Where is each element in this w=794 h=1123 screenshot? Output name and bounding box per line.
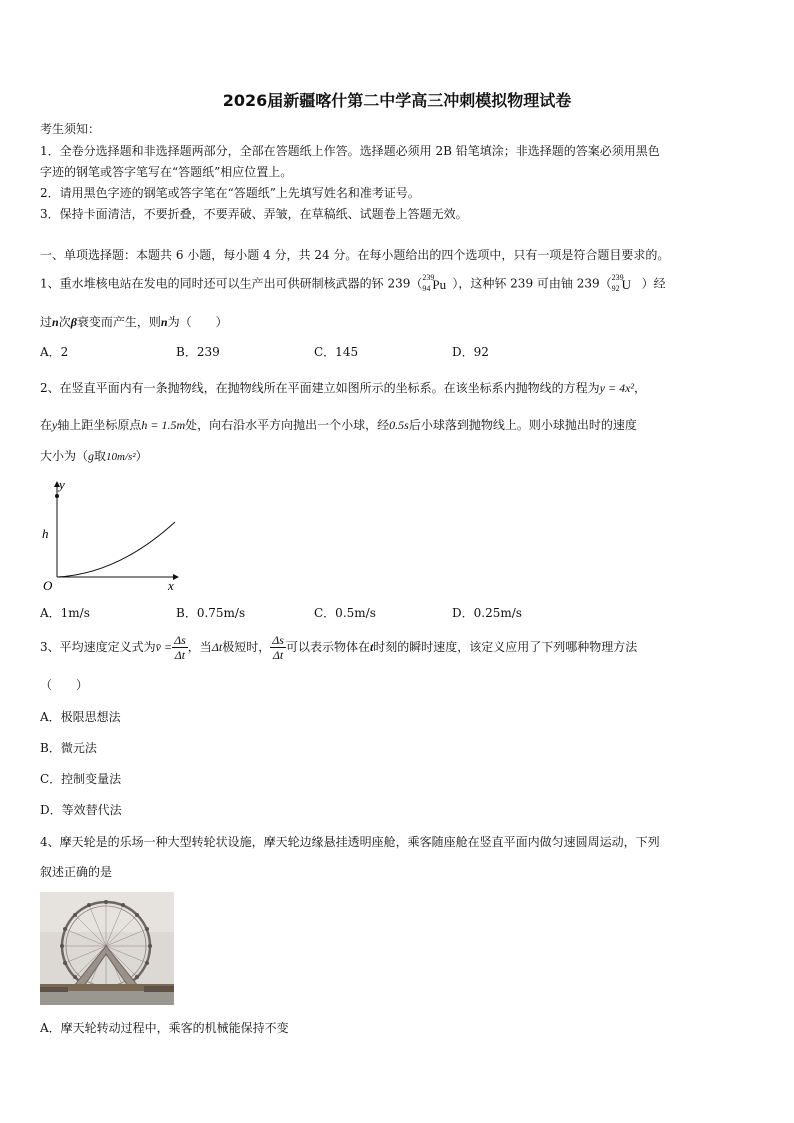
- q3-vbar: v̄ =: [155, 640, 173, 654]
- q3-text-a: 3、平均速度定义式为: [40, 640, 156, 654]
- q1-option-b: B．239: [176, 345, 220, 359]
- q1-line-1: [40, 273, 666, 295]
- pu-isotope: [422, 273, 452, 295]
- q2-line-2: [40, 416, 637, 433]
- q1-text-b: ），这种钚 239 可由铀 239（: [452, 276, 612, 291]
- q2-t-value: 0.5s: [389, 418, 409, 432]
- q3-frac1-num: Δs: [174, 633, 186, 647]
- q4-line-1: 4、摩天轮是的乐场一种大型转轮状设施，摩天轮边缘悬挂透明座舱，乘客随座舱在竖直平面内做匀速圆周运动，下列: [40, 835, 660, 849]
- notice-line-2: 2．请用黑色字迹的钢笔或答字笔在“答题纸”上先填写姓名和准考证号。: [40, 186, 420, 200]
- q1-l2-b: 次: [58, 315, 71, 329]
- pu-mass: 239: [422, 273, 435, 282]
- q2-line-1: [40, 379, 646, 396]
- q1-option-c: C．145: [314, 345, 359, 359]
- pu-atomic: 94: [422, 284, 431, 293]
- parabola-curve: [57, 522, 175, 577]
- q2-l3-c: ）: [135, 449, 148, 463]
- u-atomic: 92: [611, 284, 620, 293]
- q2-line-3: [40, 447, 148, 464]
- q3-text-e: 时刻的瞬时速度，该定义应用了下列哪种物理方法: [373, 640, 638, 654]
- q2-l2-y: y: [52, 418, 58, 432]
- origin-label: O: [43, 578, 53, 593]
- q3-line-1: [40, 630, 637, 664]
- q3-paren: （ ）: [40, 678, 89, 692]
- h-label: h: [42, 526, 49, 541]
- q2-l3-a: 大小为（: [40, 449, 89, 463]
- u-symbol: U: [621, 277, 632, 292]
- q2-option-a: A．1m/s: [40, 606, 90, 620]
- q1-beta: β: [70, 315, 77, 329]
- q3-option-c: C．控制变量法: [40, 772, 122, 786]
- q4-line-2: 叙述正确的是: [40, 865, 113, 879]
- u-mass: 239: [611, 273, 624, 282]
- page-title: 2026届新疆喀什第二中学高三冲刺模拟物理试卷: [222, 91, 572, 110]
- y-axis-label: y: [59, 477, 65, 492]
- notice-line-1b: 字迹的钢笔或答字笔写在“答题纸”相应位置上。: [40, 165, 293, 179]
- notice-line-1: 1．全卷分选择题和非选择题两部分，全部在答题纸上作答。选择题必须用 2B 铅笔填涂；非选择题的答案必须用黑色: [40, 144, 660, 158]
- launch-point: [55, 494, 59, 498]
- q2-l2-d: 后小球落到抛物线上。则小球抛出时的速度: [408, 418, 637, 432]
- q1-l2-a: 过: [40, 315, 53, 329]
- q1-text-c: ）经: [641, 276, 666, 291]
- q2-l2-a: 在: [40, 418, 53, 432]
- q2-equation: y = 4x²: [599, 381, 634, 395]
- q3-text-d: 可以表示物体在: [285, 640, 370, 654]
- q1-option-a: A．2: [40, 345, 69, 359]
- x-axis-label: x: [168, 578, 174, 593]
- q3-option-a: A．极限思想法: [40, 710, 121, 724]
- q2-l1-end: ，: [634, 381, 647, 395]
- q2-g-value: 10m/s²: [106, 451, 136, 463]
- ferris-wheel-photo: [40, 892, 174, 1005]
- q3-option-b: B．微元法: [40, 741, 97, 755]
- q3-frac2-den: Δt: [272, 648, 284, 662]
- q1-l2-d: 为（ ）: [167, 315, 228, 329]
- notice-heading: 考生须知：: [40, 122, 101, 136]
- q3-option-d: D．等效替代法: [40, 803, 122, 817]
- q3-t: t: [369, 640, 374, 654]
- q2-option-c: C．0.5m/s: [314, 606, 376, 620]
- q2-l1: 2、在竖直平面内有一条抛物线，在抛物线所在平面建立如图所示的坐标系。在该坐标系内抛物线的方程为: [40, 381, 600, 395]
- q1-line-2: [40, 313, 228, 330]
- q4-option-a: A．摩天轮转动过程中，乘客的机械能保持不变: [40, 1021, 289, 1035]
- section-heading: 一、单项选择题：本题共 6 小题，每小题 4 分，共 24 分。在每小题给出的四个选项中，只有一项是符合题目要求的。: [40, 248, 670, 262]
- q3-fraction-2: [270, 633, 286, 662]
- q3-text-c: 极短时，: [222, 640, 271, 654]
- notice-line-3: 3．保持卡面清洁，不要折叠，不要弄破、弄皱，在草稿纸、试题卷上答题无效。: [40, 207, 468, 221]
- q3-dt: Δt: [211, 640, 223, 654]
- u-isotope: [612, 273, 642, 295]
- q2-option-d: D．0.25m/s: [452, 606, 522, 620]
- q1-l2-c: 衰变而产生，则: [76, 315, 161, 329]
- parabola-graph: [38, 474, 188, 594]
- q2-l2-b: 轴上距坐标原点: [57, 418, 142, 432]
- q2-l2-c: 处，向右沿水平方向抛出一个小球，经: [185, 418, 390, 432]
- q1-text-a: 1、重水堆核电站在发电的同时还可以生产出可供研制核武器的钚 239（: [40, 276, 423, 291]
- q3-frac1-den: Δt: [174, 648, 186, 662]
- q1-n2: n: [160, 315, 168, 329]
- q3-text-b: ，当: [187, 640, 212, 654]
- q1-option-d: D．92: [452, 345, 489, 359]
- q1-n1: n: [52, 315, 59, 329]
- q2-option-b: B．0.75m/s: [176, 606, 246, 620]
- pu-symbol: Pu: [432, 277, 447, 292]
- q2-h-value: h = 1.5m: [141, 418, 186, 432]
- q2-g: g: [88, 449, 95, 463]
- q3-fraction-1: [172, 633, 188, 662]
- q3-frac2-num: Δs: [272, 633, 284, 647]
- q2-l3-b: 取: [94, 449, 107, 463]
